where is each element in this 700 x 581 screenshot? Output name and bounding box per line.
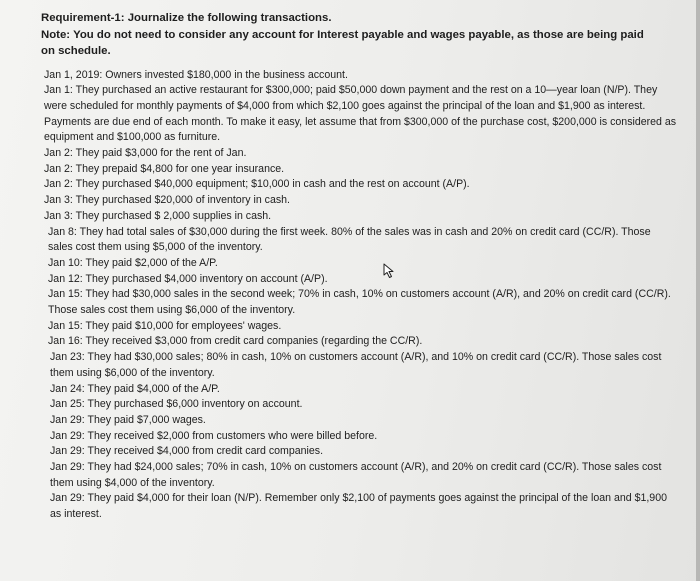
- transaction-item: Jan 10: They paid $2,000 of the A/P.: [48, 256, 218, 269]
- requirement-note: Note: You do not need to consider any account for Interest payable and wages payable, as those are being paid on schedule.: [41, 28, 644, 57]
- transaction-item: Jan 2: They purchased $40,000 equipment; $10,000 in cash and the rest on account (A/P).: [44, 178, 470, 191]
- transaction-item: Jan 1: They purchased an active restaurant for $300,000; paid $50,000 down payment and the rest on a 10—year loan (N/P). They were scheduled for monthly payments of $4,000 from which $2,100 goes against the principal of the loan and $1,900 as interest. Payments are due end of each month. To make it easy, let assume that from $300,000 of the purchase cost, $200,000 is considered as equipment and $100,000 as furniture.: [44, 84, 677, 144]
- transaction-item: Jan 25: They purchased $6,000 inventory on account.: [50, 398, 303, 411]
- transaction-item: Jan 15: They had $30,000 sales in the second week; 70% in cash, 10% on customers account (A/R), and 20% on credit card (CC/R). Those sales cost them using $6,000 of the inventory.: [48, 288, 671, 317]
- transaction-item: Jan 2: They paid $3,000 for the rent of Jan.: [44, 147, 247, 160]
- transaction-item: Jan 29: They paid $7,000 wages.: [50, 413, 206, 426]
- transaction-item: Jan 15: They paid $10,000 for employees' wages.: [48, 319, 282, 332]
- transaction-item: Jan 12: They purchased $4,000 inventory on account (A/P).: [48, 272, 328, 285]
- transaction-item: Jan 3: They purchased $20,000 of inventory in cash.: [44, 194, 290, 207]
- transaction-item: Jan 1, 2019: Owners invested $180,000 in the business account.: [44, 68, 348, 81]
- transaction-item: Jan 29: They had $24,000 sales; 70% in cash, 10% on customers account (A/R), and 20% on credit card (CC/R). Those sales cost them using $4,000 of the inventory.: [50, 461, 662, 489]
- transaction-item: Jan 16: They received $3,000 from credit card companies (regarding the CC/R).: [48, 335, 423, 348]
- transaction-item: Jan 29: They paid $4,000 for their loan (N/P). Remember only $2,100 of payments goes against the principal of the loan and $1,900 as interest.: [50, 492, 667, 521]
- transaction-item: Jan 23: They had $30,000 sales; 80% in cash, 10% on customers account (A/R), and 10% on credit card (CC/R). Those sales cost them using $6,000 of the inventory.: [50, 351, 662, 379]
- transaction-item: Jan 29: They received $2,000 from customers who were billed before.: [50, 429, 378, 442]
- transaction-item: Jan 3: They purchased $ 2,000 supplies in cash.: [44, 209, 272, 222]
- transaction-list: [41, 68, 678, 523]
- transaction-item: Jan 8: They had total sales of $30,000 during the first week. 80% of the sales was in cash and 20% on credit card (CC/R). Those sales cost them using $5,000 of the inventory.: [48, 225, 651, 254]
- mouse-pointer-icon: [383, 263, 397, 279]
- transaction-item: Jan 2: They prepaid $4,800 for one year insurance.: [44, 162, 285, 175]
- page-edge-shadow: [696, 0, 700, 581]
- transaction-item: Jan 29: They received $4,000 from credit card companies.: [50, 445, 324, 458]
- requirement-title: Requirement-1: Journalize the following transactions.: [41, 12, 332, 24]
- transaction-item: Jan 24: They paid $4,000 of the A/P.: [50, 382, 220, 395]
